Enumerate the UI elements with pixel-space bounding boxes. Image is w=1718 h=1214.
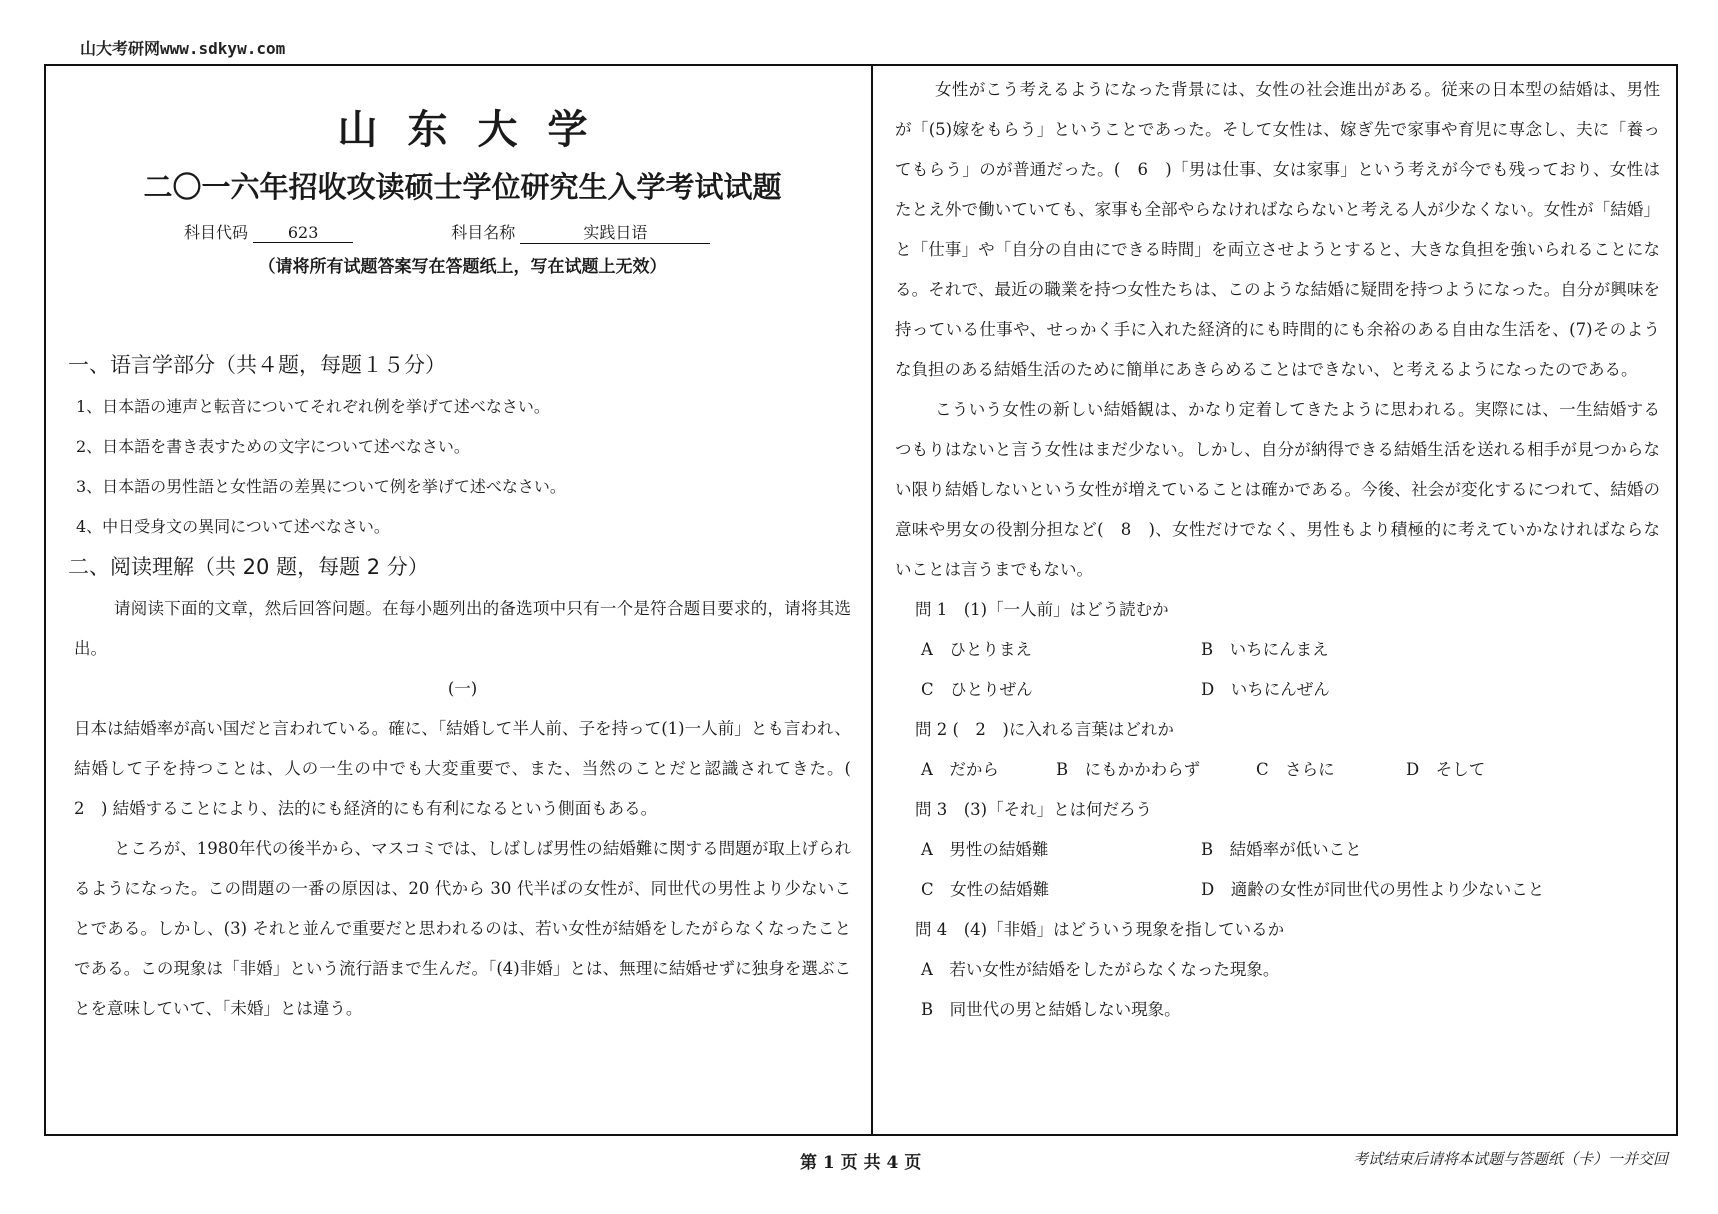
mcq-option: B いちにんまえ — [1201, 640, 1329, 659]
mcq-stem: 問 4 (4)「非婚」はどういう現象を指しているか — [915, 920, 1285, 939]
subject-meta — [184, 220, 851, 248]
mcq-stem: 問 1 (1)「一人前」はどう読むか — [915, 600, 1169, 619]
mcq-option: B にもかかわらず — [1056, 760, 1201, 779]
code-label: 科目代码 — [184, 223, 249, 242]
passage-paragraph: ところが、1980年代の後半から、マスコミでは、しばしば男性の結婚難に関する問題が取上げられるようになった。この問題の一番の原因は、20 代から 30 代半ばの女性が、同世代の男性より少ないことである。しかし、(3) それと並んで重要だと思われるのは、若い女性が結婚をしたがらなくなったことである。この現象は「非婚」という流行語まで生んだ。「(4)非婚」とは、無理に結婚せずに独身を選ぶことを意味していて、「未婚」とは違う。 — [74, 839, 851, 1018]
section1-heading: 一、语言学部分（共４题，每题１５分） — [68, 353, 446, 377]
left-column — [46, 64, 871, 1136]
mcq-option: C 女性の結婚難 — [921, 880, 1050, 899]
mcq-option: D そして — [1406, 760, 1486, 779]
passage-paragraph: 女性がこう考えるようになった背景には、女性の社会進出がある。従来の日本型の結婚は、男性が「(5)嫁をもらう」ということであった。そして女性は、嫁ぎ先で家事や育児に専念し、夫に「養ってもらう」のが普通だった。( 6 )「男は仕事、女は家事」という考えが今でも残っており、女性はたとえ外で働いていても、家事も全部やらなければならないと考える人が少なくない。女性が「結婚」と「仕事」や「自分の自由にできる時間」を両立させようとすると、大きな負担を強いられることになる。それで、最近の職業を持つ女性たちは、このような結婚に疑問を持つようになった。自分が興味を持っている仕事や、せっかく手に入れた経済的にも時間的にも余裕のある自由な生活を、(7)そのような負担のある結婚生活のために簡単にあきらめることはできない、と考えるようになったのである。 — [895, 80, 1660, 379]
mcq-stem: 問 2 ( 2 )に入れる言葉はどれか — [915, 720, 1174, 739]
page-number: 第 1 页 共 4 页 — [800, 1153, 922, 1173]
instruction-note: （请将所有试题答案写在答题纸上，写在试题上无效） — [258, 257, 667, 277]
part-label: (一) — [447, 679, 478, 698]
name-label: 科目名称 — [451, 223, 516, 242]
mcq-stem: 問 3 (3)「それ」とは何だろう — [915, 800, 1153, 819]
question-item: 2、日本語を書き表すための文字について述べなさい。 — [76, 437, 470, 456]
exam-title: 二〇一六年招收攻读硕士学位研究生入学考试试题 — [143, 170, 782, 204]
mcq-options-row — [921, 630, 1660, 670]
mcq-options-row — [921, 870, 1660, 910]
mcq-options-row — [921, 990, 1660, 1030]
mcq-option: B 結婚率が低いこと — [1201, 840, 1362, 859]
question-item: 1、日本語の連声と転音についてそれぞれ例を挙げて述べなさい。 — [76, 397, 550, 416]
section2-intro: 请阅读下面的文章，然后回答问题。在每小题列出的备选项中只有一个是符合题目要求的，请将其选出。 — [74, 599, 851, 658]
name-value: 实践日语 — [520, 220, 710, 244]
mcq-option: B 同世代の男と結婚しない現象。 — [921, 1000, 1181, 1019]
mcq-option: A ひとりまえ — [921, 640, 1032, 659]
mcq-option: A だから — [921, 760, 999, 779]
mcq-option: A 若い女性が結婚をしたがらなくなった現象。 — [921, 960, 1280, 979]
mcq-option: C ひとりぜん — [921, 680, 1033, 699]
passage-paragraph: 日本は結婚率が高い国だと言われている。確に、「結婚して半人前、子を持って(1)一人前」とも言われ、結婚して子を持つことは、人の一生の中でも大変重要で、また、当然のことだと認識されてきた。( 2 ) 結婚することにより、法的にも経済的にも有利になるという側面もある。 — [74, 719, 868, 818]
footer-note: 考试结束后请将本试题与答题纸（卡）一并交回 — [1352, 1150, 1668, 1168]
question-item: 4、中日受身文の異同について述べなさい。 — [76, 517, 390, 536]
watermark-text: 山大考研网www.sdkyw.com — [80, 39, 286, 58]
mcq-option: D 適齢の女性が同世代の男性より少ないこと — [1201, 880, 1545, 899]
question-item: 3、日本語の男性語と女性語の差異について例を挙げて述べなさい。 — [76, 477, 566, 496]
mcq-options-row — [921, 670, 1660, 710]
code-value: 623 — [253, 223, 353, 243]
mcq-option: A 男性の結婚難 — [921, 840, 1049, 859]
university-name: 山东大学 — [337, 106, 618, 153]
mcq-options-row — [921, 950, 1660, 990]
section2-heading: 二、阅读理解（共 20 题，每题 2 分） — [68, 555, 429, 579]
mcq-options-row — [921, 830, 1660, 870]
mcq-options-row — [921, 750, 1660, 790]
mcq-option: D いちにんぜん — [1201, 680, 1330, 699]
passage-paragraph: こういう女性の新しい結婚観は、かなり定着してきたように思われる。実際には、一生結婚するつもりはないと言う女性はまだ少ない。しかし、自分が納得できる結婚生活を送れる相手が見つからない限り結婚しないという女性が増えていることは確かである。今後、社会が変化するにつれて、結婚の意味や男女の役割分担など( 8 )、女性だけでなく、男性もより積極的に考えていかなければならないことは言うまでもない。 — [895, 400, 1660, 579]
right-column — [873, 64, 1676, 1136]
mcq-option: C さらに — [1256, 760, 1335, 779]
